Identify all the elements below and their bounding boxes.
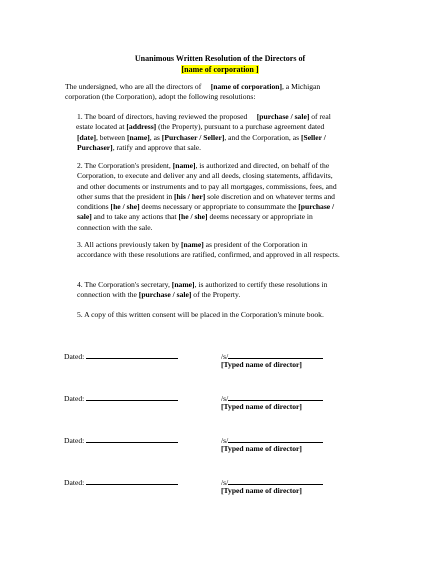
typed-name-of-director: [Typed name of director] [221,360,302,369]
signature-prefix: /s/ [221,352,229,361]
resolution-text: 5. A copy of this written consent will be placed in the Corporation's minute book. [77,310,324,319]
dated-line [64,350,178,362]
resolution-text: of the Property. [191,290,241,300]
resolution-text: , is authorized to certify these resolutions in [194,280,328,289]
resolution-2 [77,161,399,233]
resolution-text: accordance with these resolutions are ratified, confirmed, and approved in all respects. [77,250,340,260]
resolution-text: , ratify and approve that sale. [112,142,202,152]
dated-label: Dated: [64,478,85,487]
typed-name-of-director: [Typed name of director] [221,402,302,411]
purchaser-seller-field: [Purchaser / Seller] [161,132,225,142]
resolution-text: , as [149,132,162,142]
resolution-text: 3. All actions previously taken by [77,240,181,249]
purchase-sale-field: [purchase / [298,202,335,212]
document-title [0,53,440,75]
intro-text: The undersigned, who are all the directors of [65,82,202,91]
signature-blank[interactable] [228,434,323,443]
typed-name-of-director: [Typed name of director] [221,444,302,453]
signature-blank[interactable] [228,350,323,359]
resolution-3 [77,240,399,261]
corporation-name-placeholder: [name of corporation ] [181,65,259,74]
purchase-sale-field: sale] [77,212,92,222]
he-she-field: [he / she] [178,212,208,222]
name-field: [name] [172,161,196,170]
date-blank[interactable] [86,350,178,359]
typed-name-of-director: [Typed name of director] [221,486,302,495]
name-field: [name] [171,280,195,289]
purchase-sale-field: [purchase / sale] [138,290,192,300]
date-blank[interactable] [86,476,178,485]
resolution-text: connection with the [77,290,139,300]
resolution-text: other sums that the president in [77,191,175,201]
dated-line [64,392,178,404]
resolution-text: 2. The Corporation's president, [77,161,173,170]
resolution-text: conditions [77,202,111,212]
dated-label: Dated: [64,394,85,403]
dated-label: Dated: [64,352,85,361]
date-blank[interactable] [86,392,178,401]
signature-blank[interactable] [228,392,323,401]
resolution-text: , between [95,132,127,142]
intro-text: , a Michigan [282,82,321,91]
resolution-text: deems necessary or appropriate to consummate the [139,202,299,212]
resolution-text: connection with the sale. [77,222,153,232]
name-field: [name] [180,240,204,249]
dated-line [64,434,178,446]
resolution-4 [77,280,399,301]
resolution-text: and other documents or instruments and to pay all mortgages, commissions, fees, and [77,181,337,191]
intro-text: corporation (the Corporation), adopt the following resolutions: [65,92,256,102]
resolution-text: (the Property), pursuant to a purchase agreement dated [156,122,325,132]
seller-purchaser-field: [Seller / [300,132,326,142]
resolution-text: of real [309,112,331,121]
resolution-text: Corporation, to execute and deliver any and all deeds, closing statements, affidavits, [77,171,333,181]
name-field: [name] [126,132,150,142]
purchase-sale-field: [purchase / sale] [256,112,310,121]
address-field: [address] [126,122,157,132]
title-line: Unanimous Written Resolution of the Directors of [134,54,306,63]
resolution-5 [77,310,399,320]
resolution-1 [77,112,399,153]
resolution-text: , is authorized and directed, on behalf of the [195,161,330,170]
date-field: [date] [77,132,96,142]
signature-prefix: /s/ [221,478,229,487]
resolution-text: deems necessary or appropriate in [207,212,313,222]
resolution-text: estate located at [76,122,127,132]
intro-paragraph [65,82,387,103]
resolution-text: sole discretion and on whatever terms and [205,191,335,201]
date-blank[interactable] [86,434,178,443]
dated-line [64,476,178,488]
resolution-text: 4. The Corporation's secretary, [77,280,172,289]
resolution-text: , and the Corporation, as [224,132,301,142]
his-her-field: [his / her] [174,191,206,201]
seller-purchaser-field: Purchaser] [77,142,113,152]
he-she-field: [he / she] [110,202,140,212]
signature-prefix: /s/ [221,436,229,445]
resolution-text: 1. The board of directors, having reviewed the proposed [77,112,248,121]
signature-prefix: /s/ [221,394,229,403]
dated-label: Dated: [64,436,85,445]
signature-blank[interactable] [228,476,323,485]
resolution-text: and to take any actions that [91,212,179,222]
resolution-text: as president of the Corporation in [203,240,308,249]
corporation-name-field: [name of corporation] [210,82,282,91]
